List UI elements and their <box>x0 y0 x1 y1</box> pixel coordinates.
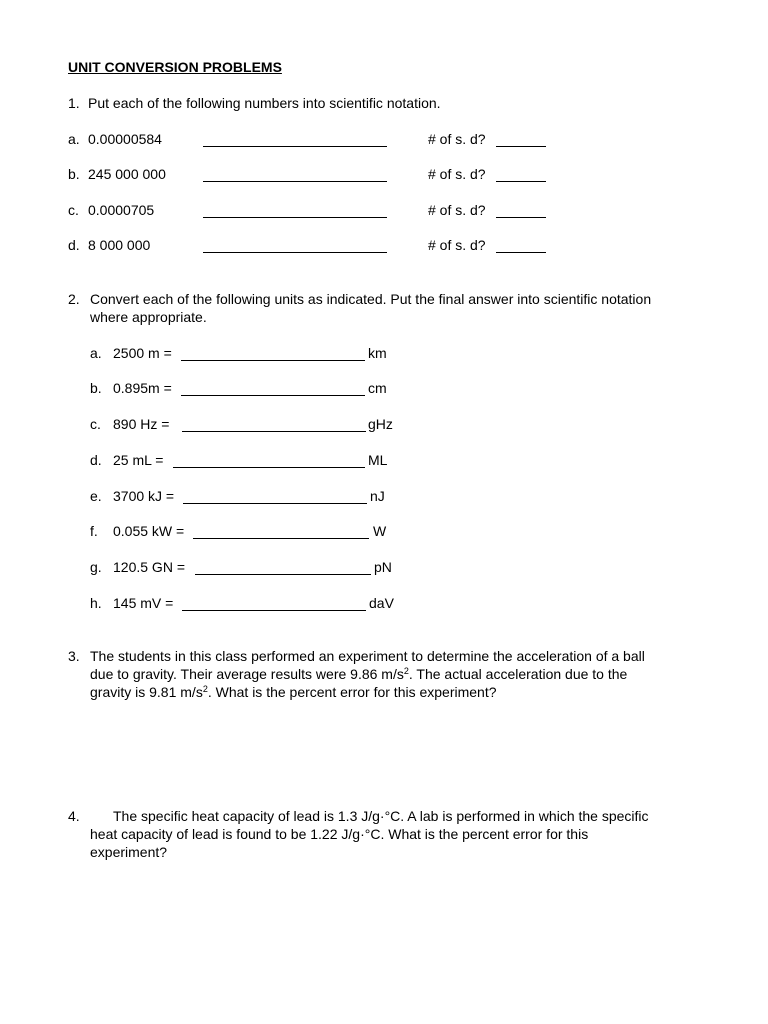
q1-sd-label: # of s. d? <box>428 237 486 253</box>
q2-answer-blank[interactable] <box>173 453 365 468</box>
q2-item-letter: f. <box>90 523 98 539</box>
q1-sd-blank[interactable] <box>496 132 546 147</box>
q1-sd-label: # of s. d? <box>428 131 486 147</box>
q1-prompt: Put each of the following numbers into scientific notation. <box>88 95 441 111</box>
q2-item-unit: ML <box>368 452 388 468</box>
q3-line3-text-end: . What is the percent error for this experiment? <box>207 684 497 700</box>
q2-item-expr: 120.5 GN = <box>113 559 185 575</box>
q2-answer-blank[interactable] <box>183 489 367 504</box>
q2-answer-blank[interactable] <box>181 381 365 396</box>
q2-prompt-line2: where appropriate. <box>90 309 207 325</box>
q2-answer-blank[interactable] <box>181 346 365 361</box>
q4-line2: heat capacity of lead is found to be 1.22 J/g·°C. What is the percent error for this <box>90 826 589 842</box>
q1-answer-blank[interactable] <box>203 238 387 253</box>
q1-item-value: 245 000 000 <box>88 166 166 182</box>
q2-item-unit: daV <box>369 595 394 611</box>
q2-item-unit: nJ <box>370 488 385 504</box>
q3-line2-text: due to gravity. Their average results were 9.86 m/s <box>90 666 404 682</box>
q2-item-letter: g. <box>90 559 102 575</box>
q2-item-expr: 25 mL = <box>113 452 164 468</box>
q4-line3: experiment? <box>90 844 168 860</box>
q1-item-value: 8 000 000 <box>88 237 151 253</box>
q2-item-expr: 0.895m = <box>113 380 172 396</box>
q3-line3-exponent: 2 <box>202 684 208 694</box>
q2-item-letter: c. <box>90 416 101 432</box>
q2-item-expr: 0.055 kW = <box>113 523 185 539</box>
q3-line3-text: gravity is 9.81 m/s <box>90 684 203 700</box>
q1-item-letter: b. <box>68 166 80 182</box>
q2-item-unit: cm <box>368 380 387 396</box>
q2-item-expr: 3700 kJ = <box>113 488 175 504</box>
q1-answer-blank[interactable] <box>203 167 387 182</box>
q1-answer-blank[interactable] <box>203 203 387 218</box>
q3-line2 <box>90 666 627 683</box>
q4-line1: The specific heat capacity of lead is 1.3 J/g·°C. A lab is performed in which the specific <box>113 808 649 824</box>
q2-item-expr: 2500 m = <box>113 345 172 361</box>
q2-item-unit: km <box>368 345 387 361</box>
q1-sd-label: # of s. d? <box>428 202 486 218</box>
q3-line1: The students in this class performed an experiment to determine the acceleration of a ball <box>90 648 645 664</box>
q2-item-letter: b. <box>90 380 102 396</box>
q1-sd-blank[interactable] <box>496 203 546 218</box>
q2-number: 2. <box>68 291 80 307</box>
q2-item-letter: h. <box>90 595 102 611</box>
q2-item-expr: 890 Hz = <box>113 416 170 432</box>
page-title: UNIT CONVERSION PROBLEMS <box>68 59 282 75</box>
q1-sd-blank[interactable] <box>496 238 546 253</box>
q1-item-letter: d. <box>68 237 80 253</box>
q3-number: 3. <box>68 648 80 664</box>
q2-item-unit: gHz <box>368 416 393 432</box>
q2-answer-blank[interactable] <box>193 524 369 539</box>
q2-item-letter: e. <box>90 488 102 504</box>
q3-line2-text-end: . The actual acceleration due to the <box>408 666 628 682</box>
q1-number: 1. <box>68 95 80 111</box>
q2-answer-blank[interactable] <box>195 560 371 575</box>
q1-item-value: 0.0000705 <box>88 202 155 218</box>
q2-item-expr: 145 mV = <box>113 595 174 611</box>
q1-sd-label: # of s. d? <box>428 166 486 182</box>
q2-item-letter: a. <box>90 345 102 361</box>
q3-line3 <box>90 684 497 701</box>
q2-item-letter: d. <box>90 452 102 468</box>
q2-item-unit: pN <box>374 559 392 575</box>
q2-answer-blank[interactable] <box>182 596 366 611</box>
q3-line2-exponent: 2 <box>403 666 409 676</box>
q2-prompt-line1: Convert each of the following units as indicated. Put the final answer into scientific notation <box>90 291 652 307</box>
q1-item-letter: a. <box>68 131 80 147</box>
q1-item-value: 0.00000584 <box>88 131 162 147</box>
q1-answer-blank[interactable] <box>203 132 387 147</box>
q2-item-unit: W <box>373 523 387 539</box>
q1-sd-blank[interactable] <box>496 167 546 182</box>
q2-answer-blank[interactable] <box>182 417 366 432</box>
q1-item-letter: c. <box>68 202 79 218</box>
q4-number: 4. <box>68 808 80 824</box>
